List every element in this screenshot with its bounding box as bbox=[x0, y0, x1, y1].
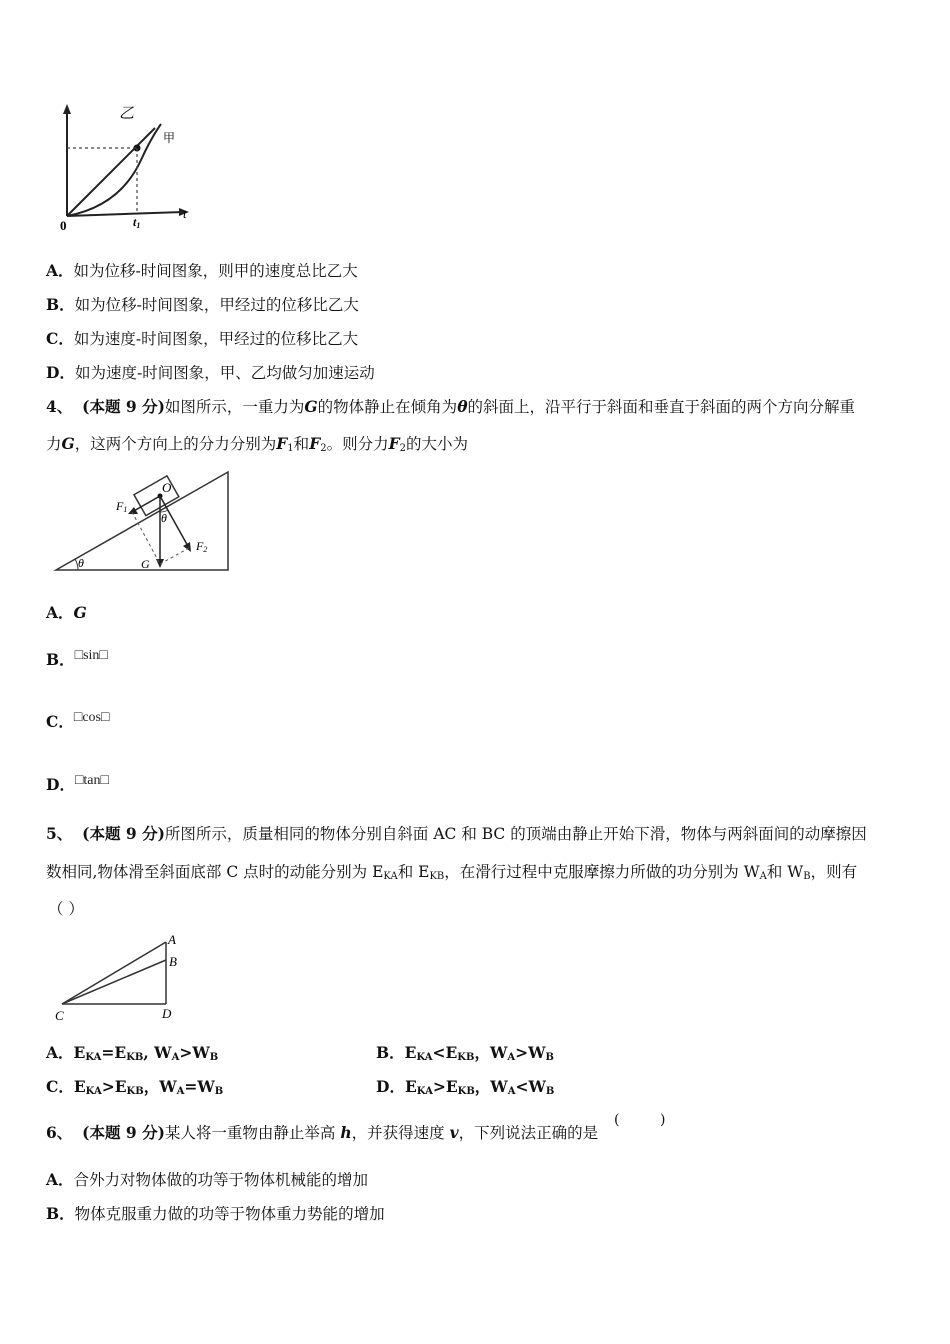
label-theta-top: θ bbox=[161, 511, 167, 525]
label-F2: F2 bbox=[196, 539, 208, 554]
block bbox=[134, 476, 179, 516]
label-C: C bbox=[55, 1008, 64, 1023]
line-CA bbox=[62, 942, 166, 1004]
q6-stem: 6、 (本题 9 分)某人将一重物由静止举高 h，并获得速度 v，下列说法正确的是 bbox=[46, 1123, 599, 1142]
q3-graph-figure bbox=[55, 98, 200, 238]
label-D: D bbox=[162, 1006, 172, 1021]
q3-option-d: D．如为速度-时间图象，甲、乙均做匀加速运动 bbox=[46, 363, 375, 382]
label-origin: 0 bbox=[60, 218, 67, 233]
q5-slopes-figure bbox=[52, 930, 192, 1025]
q4-stem-line1: 4、 (本题 9 分)如图所示，一重力为G的物体静止在倾角为θ的斜面上，沿平行于斜面和垂直于斜面的两个方向分解重 bbox=[46, 397, 856, 416]
q5-option-c: C．$E_{KA}>E_{KB}$，$W_A=W_B$ bbox=[46, 1077, 224, 1097]
label-t1: t1 bbox=[133, 215, 141, 230]
q4-incline-figure bbox=[52, 468, 237, 578]
label-t: t bbox=[183, 206, 187, 221]
q3-option-a: A．如为位移-时间图象，则甲的速度总比乙大 bbox=[46, 261, 358, 280]
q6-option-a: A．合外力对物体做的功等于物体机械能的增加 bbox=[46, 1170, 369, 1189]
y-axis-arrow bbox=[63, 104, 71, 114]
q3-option-c: C．如为速度-时间图象，甲经过的位移比乙大 bbox=[46, 329, 359, 348]
x-axis bbox=[67, 212, 183, 216]
curve-yi bbox=[67, 128, 155, 216]
q5-option-b: B．$E_{KA}<E_{KB}$，$W_A>W_B$ bbox=[376, 1043, 554, 1063]
label-F1: F1 bbox=[116, 499, 128, 514]
label-B: B bbox=[169, 954, 177, 969]
q5-stem-line2: 数相同,物体滑至斜面底部 C 点时的动能分别为 $E_{KA}$和 $E_{KB}$，在滑行过程中克服摩擦力所做的功分别为 $W_A$和 $W_B$，则有 bbox=[46, 863, 858, 882]
q5-bracket: （ ） bbox=[48, 900, 84, 918]
q5-option-d: D．$E_{KA}>E_{KB}$，$W_A<W_B$ bbox=[376, 1077, 555, 1097]
label-yi: 乙 bbox=[119, 106, 135, 122]
q4-option-d: D．□tan□ bbox=[46, 773, 109, 794]
label-jia: 甲 bbox=[163, 131, 176, 145]
q5-option-a: A．$E_{KA}=E_{KB}$, $W_A>W_B$ bbox=[46, 1043, 219, 1063]
dashed-2 bbox=[160, 548, 189, 564]
label-theta-base: θ bbox=[78, 556, 84, 570]
q6-bracket-left: ( bbox=[614, 1112, 620, 1128]
label-A: A bbox=[168, 932, 176, 947]
label-G: G bbox=[141, 557, 150, 571]
q5-stem-line1: 5、 (本题 9 分)所图所示，质量相同的物体分别自斜面 AC 和 BC 的顶端由静止开始下滑，物体与两斜面间的动摩擦因 bbox=[46, 824, 867, 843]
q6-bracket-right: ) bbox=[660, 1112, 666, 1128]
q4-stem-line2: 力G，这两个方向上的分力分别为$F_1$和$F_2$。则分力$F_2$的大小为 bbox=[46, 434, 468, 454]
label-O: O bbox=[162, 480, 172, 495]
q6-option-b: B．物体克服重力做的功等于物体重力势能的增加 bbox=[46, 1204, 385, 1223]
q4-option-a: A．G bbox=[46, 603, 87, 622]
q4-option-c: C．□cos□ bbox=[46, 710, 110, 731]
q4-option-b: B．□sin□ bbox=[46, 648, 108, 669]
line-CB bbox=[62, 960, 166, 1004]
q3-option-b: B．如为位移-时间图象，甲经过的位移比乙大 bbox=[46, 295, 359, 314]
